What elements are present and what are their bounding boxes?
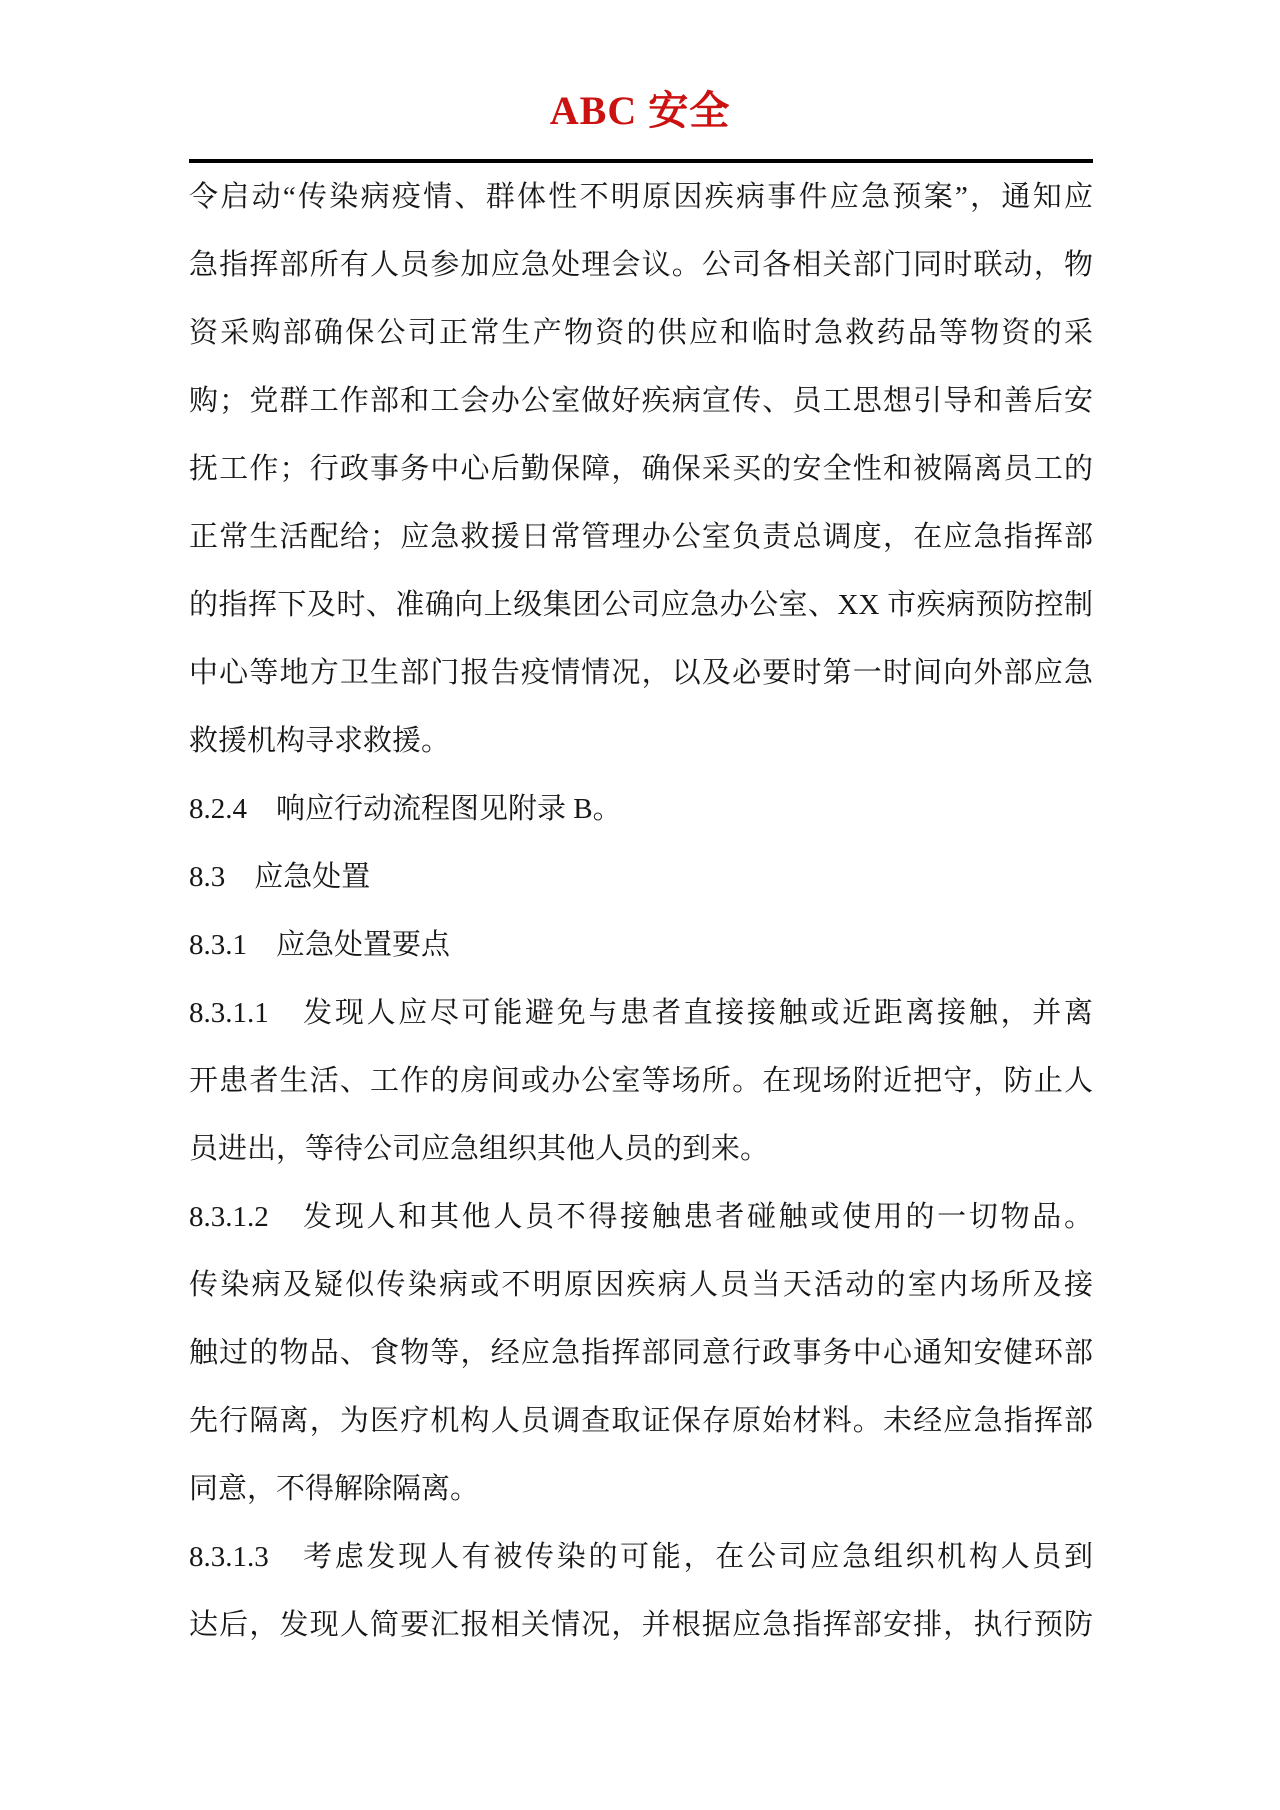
text-line: 8.3.1.3 考虑发现人有被传染的可能，在公司应急组织机构人员到 — [189, 1541, 1093, 1573]
text-line: 同意，不得解除隔离。 — [189, 1473, 480, 1505]
text-line: 抚工作；行政事务中心后勤保障，确保采买的安全性和被隔离员工的 — [189, 453, 1093, 485]
text-line: 急指挥部所有人员参加应急处理会议。公司各相关部门同时联动，物 — [189, 249, 1093, 281]
text-line: 购；党群工作部和工会办公室做好疾病宣传、员工思想引导和善后安 — [189, 385, 1093, 417]
page-header — [0, 0, 1280, 145]
text-line: 的指挥下及时、准确向上级集团公司应急办公室、XX 市疾病预防控制 — [189, 589, 1093, 621]
text-line: 救援机构寻求救援。 — [189, 725, 451, 757]
text-line: 8.3.1 应急处置要点 — [189, 929, 451, 961]
text-line: 触过的物品、食物等，经应急指挥部同意行政事务中心通知安健环部 — [189, 1337, 1093, 1369]
text-line: 达后，发现人简要汇报相关情况，并根据应急指挥部安排，执行预防 — [189, 1609, 1093, 1641]
text-line: 中心等地方卫生部门报告疫情情况，以及必要时第一时间向外部应急 — [189, 657, 1093, 689]
text-line: 8.2.4 响应行动流程图见附录 B。 — [189, 793, 622, 825]
text-line: 资采购部确保公司正常生产物资的供应和临时急救药品等物资的采 — [189, 317, 1093, 349]
page-title: ABC 安全 — [549, 88, 731, 133]
text-line: 传染病及疑似传染病或不明原因疾病人员当天活动的室内场所及接 — [189, 1269, 1093, 1301]
text-line: 8.3 应急处置 — [189, 861, 371, 893]
text-line: 正常生活配给；应急救援日常管理办公室负责总调度，在应急指挥部 — [189, 521, 1093, 553]
text-line: 先行隔离，为医疗机构人员调查取证保存原始材料。未经应急指挥部 — [189, 1405, 1093, 1437]
text-line: 8.3.1.2 发现人和其他人员不得接触患者碰触或使用的一切物品。 — [189, 1201, 1093, 1233]
document-body — [189, 163, 1093, 1659]
text-line: 开患者生活、工作的房间或办公室等场所。在现场附近把守，防止人 — [189, 1065, 1093, 1097]
text-line: 员进出，等待公司应急组织其他人员的到来。 — [189, 1133, 770, 1165]
text-line: 8.3.1.1 发现人应尽可能避免与患者直接接触或近距离接触，并离 — [189, 997, 1093, 1029]
text-line: 令启动“传染病疫情、群体性不明原因疾病事件应急预案”，通知应 — [189, 181, 1093, 213]
